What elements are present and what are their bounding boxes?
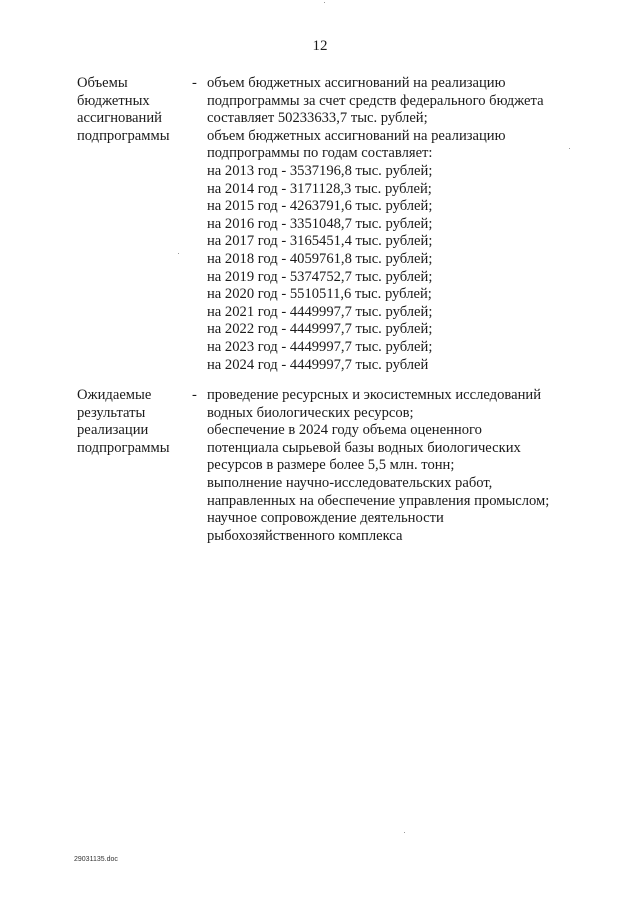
footer-filename: 29031135.doc <box>74 856 118 863</box>
content-line: выполнение научно-исследовательских работ, <box>207 474 493 491</box>
scan-speck <box>404 832 405 833</box>
content-line: составляет 50233633,7 тыс. рублей; <box>207 110 428 127</box>
separator-dash: - <box>192 75 197 91</box>
scan-speck <box>324 2 325 3</box>
content-line: на 2013 год - 3537196,8 тыс. рублей; <box>207 162 433 179</box>
label-line: результаты <box>77 404 146 421</box>
content-line: на 2015 год - 4263791,6 тыс. рублей; <box>207 198 433 215</box>
section-content <box>207 387 627 545</box>
content-line: водных биологических ресурсов; <box>207 404 414 421</box>
label-line: ассигнований <box>77 110 162 127</box>
section-content <box>207 75 627 374</box>
section-label <box>77 387 187 457</box>
content-line: направленных на обеспечение управления промыслом; <box>207 492 550 509</box>
content-line: на 2016 год - 3351048,7 тыс. рублей; <box>207 215 433 232</box>
content-line: на 2021 год - 4449997,7 тыс. рублей; <box>207 303 433 320</box>
content-line: на 2018 год - 4059761,8 тыс. рублей; <box>207 250 433 267</box>
content-line: рыбохозяйственного комплекса <box>207 527 403 544</box>
scan-speck <box>178 253 179 254</box>
content-line: объем бюджетных ассигнований на реализацию <box>207 127 506 144</box>
label-line: бюджетных <box>77 92 150 109</box>
content-line: на 2023 год - 4449997,7 тыс. рублей; <box>207 338 433 355</box>
separator-dash: - <box>192 387 197 403</box>
section-label <box>77 75 187 145</box>
content-line: научное сопровождение деятельности <box>207 510 444 527</box>
label-line: подпрограммы <box>77 439 170 456</box>
content-line: на 2019 год - 5374752,7 тыс. рублей; <box>207 268 433 285</box>
content-line: проведение ресурсных и экосистемных исследований <box>207 387 542 403</box>
content-line: на 2022 год - 4449997,7 тыс. рублей; <box>207 321 433 338</box>
content-line: подпрограммы за счет средств федерального бюджета <box>207 92 544 109</box>
content-line: на 2024 год - 4449997,7 тыс. рублей <box>207 356 429 373</box>
content-line: на 2014 год - 3171128,3 тыс. рублей; <box>207 180 432 197</box>
content-line: ресурсов в размере более 5,5 млн. тонн; <box>207 457 455 474</box>
content-line: на 2020 год - 5510511,6 тыс. рублей; <box>207 286 432 303</box>
label-line: Ожидаемые <box>77 387 152 403</box>
label-line: Объемы <box>77 75 128 91</box>
content-line: объем бюджетных ассигнований на реализацию <box>207 75 506 91</box>
page-number: 12 <box>312 38 328 54</box>
content-line: потенциала сырьевой базы водных биологических <box>207 439 521 456</box>
content-line: подпрограммы по годам составляет: <box>207 145 433 162</box>
content-line: на 2017 год - 3165451,4 тыс. рублей; <box>207 233 433 250</box>
label-line: подпрограммы <box>77 127 170 144</box>
content-line: обеспечение в 2024 году объема оцененного <box>207 422 482 439</box>
scan-speck <box>569 148 570 149</box>
label-line: реализации <box>77 422 149 439</box>
